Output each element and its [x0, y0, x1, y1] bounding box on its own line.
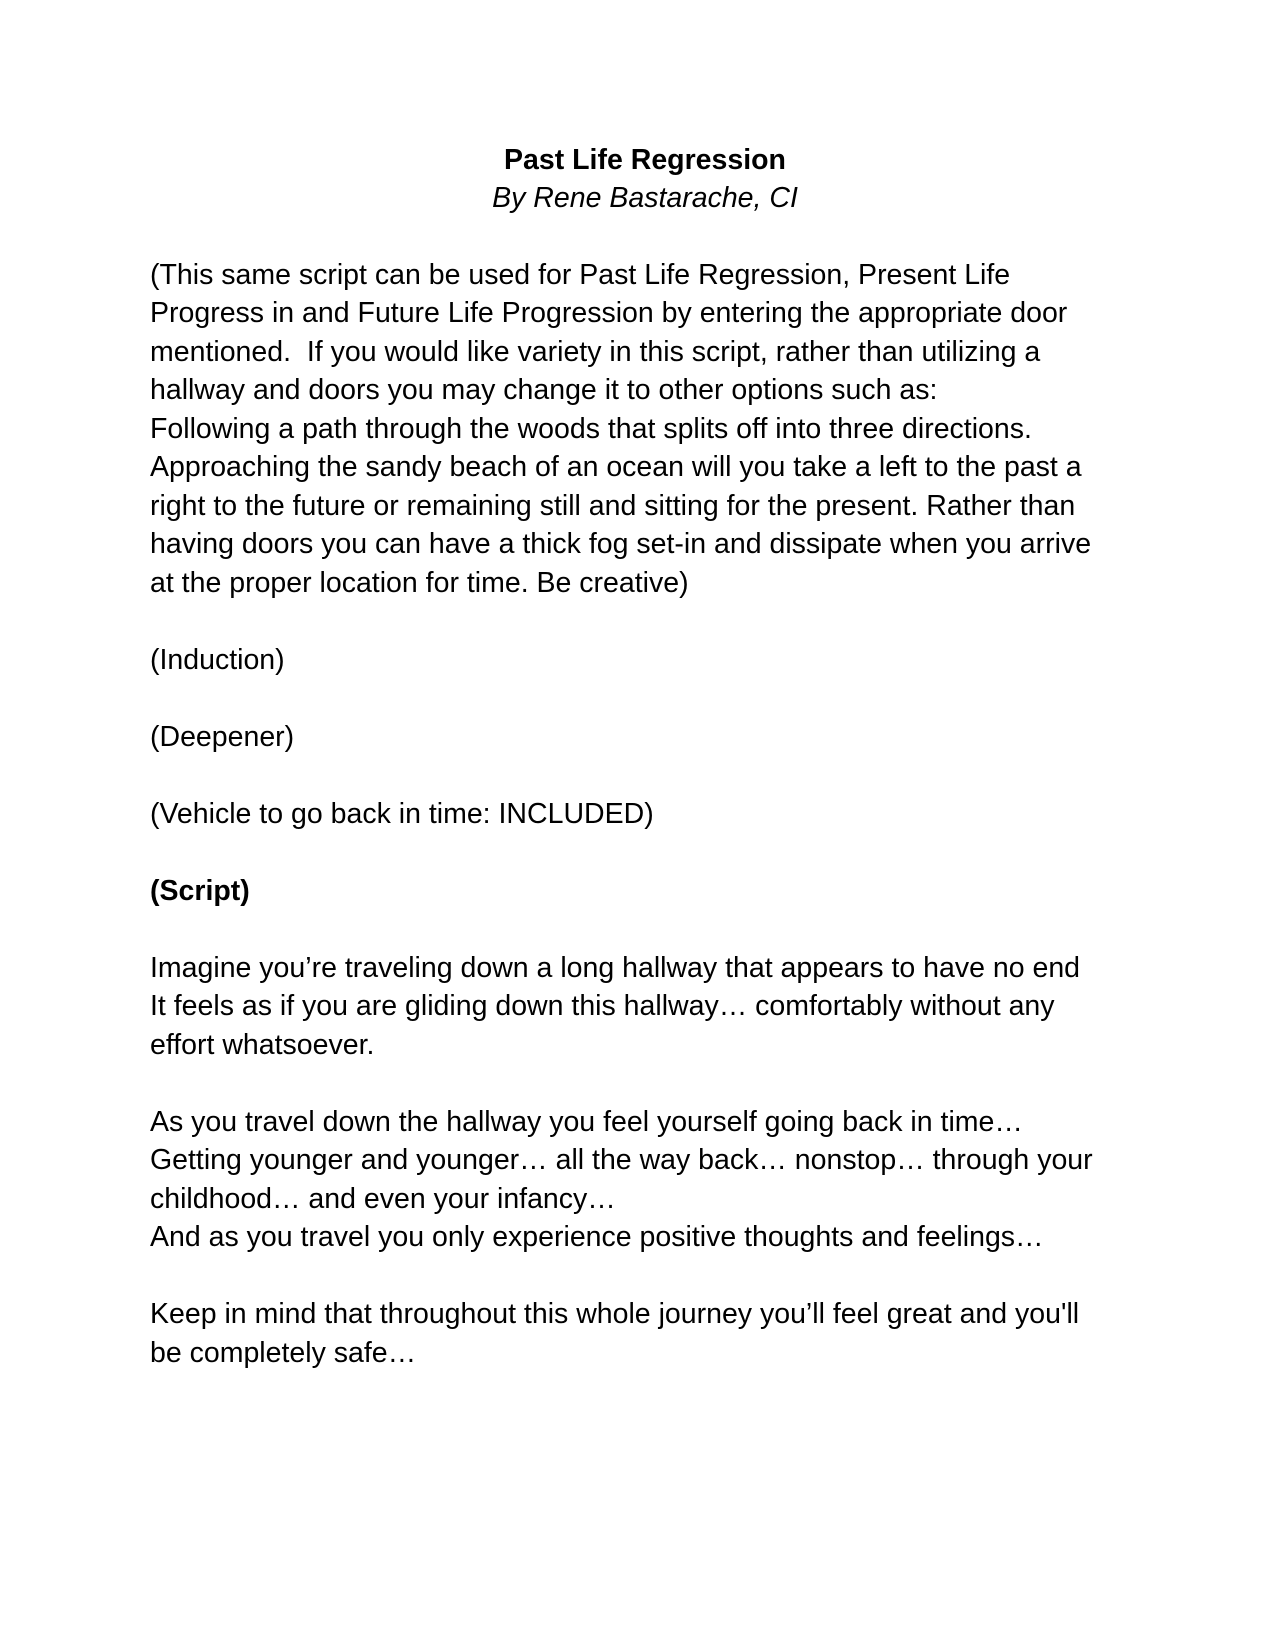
spacer — [150, 1064, 1140, 1103]
script-paragraph-1 — [150, 949, 1140, 1065]
script-paragraph-3 — [150, 1295, 1140, 1372]
script-paragraph-2 — [150, 1103, 1140, 1257]
intro-line: mentioned. If you would like variety in this script, rather than utilizing a — [150, 335, 1041, 368]
spacer — [150, 217, 1140, 256]
paragraph-line: Keep in mind that throughout this whole journey you’ll feel great and you'll — [150, 1298, 1080, 1330]
paragraph-line: Imagine you’re traveling down a long hallway that appears to have no end — [150, 951, 1081, 984]
intro-line: hallway and doors you may change it to other options such as: — [150, 374, 938, 406]
intro-line: Following a path through the woods that splits off into three directions. — [150, 412, 1032, 445]
document-title: Past Life Regression — [504, 144, 786, 176]
section-induction: (Induction) — [150, 643, 285, 676]
spacer — [150, 1257, 1140, 1296]
paragraph-line: As you travel down the hallway you feel yourself going back in time… — [150, 1105, 1023, 1138]
intro-line: having doors you can have a thick fog set-in and dissipate when you arrive — [150, 528, 1092, 560]
paragraph-line: childhood… and even your infancy… — [150, 1182, 616, 1215]
intro-line: at the proper location for time. Be creative) — [150, 566, 689, 599]
section-script-heading: (Script) — [150, 874, 250, 907]
spacer — [150, 910, 1140, 949]
section-vehicle: (Vehicle to go back in time: INCLUDED) — [150, 797, 654, 830]
intro-line: Approaching the sandy beach of an ocean will you take a left to the past a — [150, 451, 1082, 483]
document-page — [150, 141, 1140, 1372]
intro-line: Progress in and Future Life Progression by entering the appropriate door — [150, 297, 1068, 329]
paragraph-line: It feels as if you are gliding down this hallway… comfortably without any — [150, 990, 1055, 1022]
spacer — [150, 602, 1140, 641]
paragraph-line: effort whatsoever. — [150, 1028, 375, 1061]
intro-paragraph — [150, 256, 1140, 603]
intro-line: (This same script can be used for Past Life Regression, Present Life — [150, 258, 1011, 291]
spacer — [150, 756, 1140, 795]
intro-line: right to the future or remaining still and sitting for the present. Rather than — [150, 489, 1076, 522]
paragraph-line: Getting younger and younger… all the way back… nonstop… through your — [150, 1144, 1093, 1176]
document-author: By Rene Bastarache, CI — [492, 182, 798, 214]
spacer — [150, 679, 1140, 718]
paragraph-line: And as you travel you only experience positive thoughts and feelings… — [150, 1221, 1044, 1253]
spacer — [150, 833, 1140, 872]
paragraph-line: be completely safe… — [150, 1336, 417, 1369]
section-deepener: (Deepener) — [150, 720, 295, 753]
